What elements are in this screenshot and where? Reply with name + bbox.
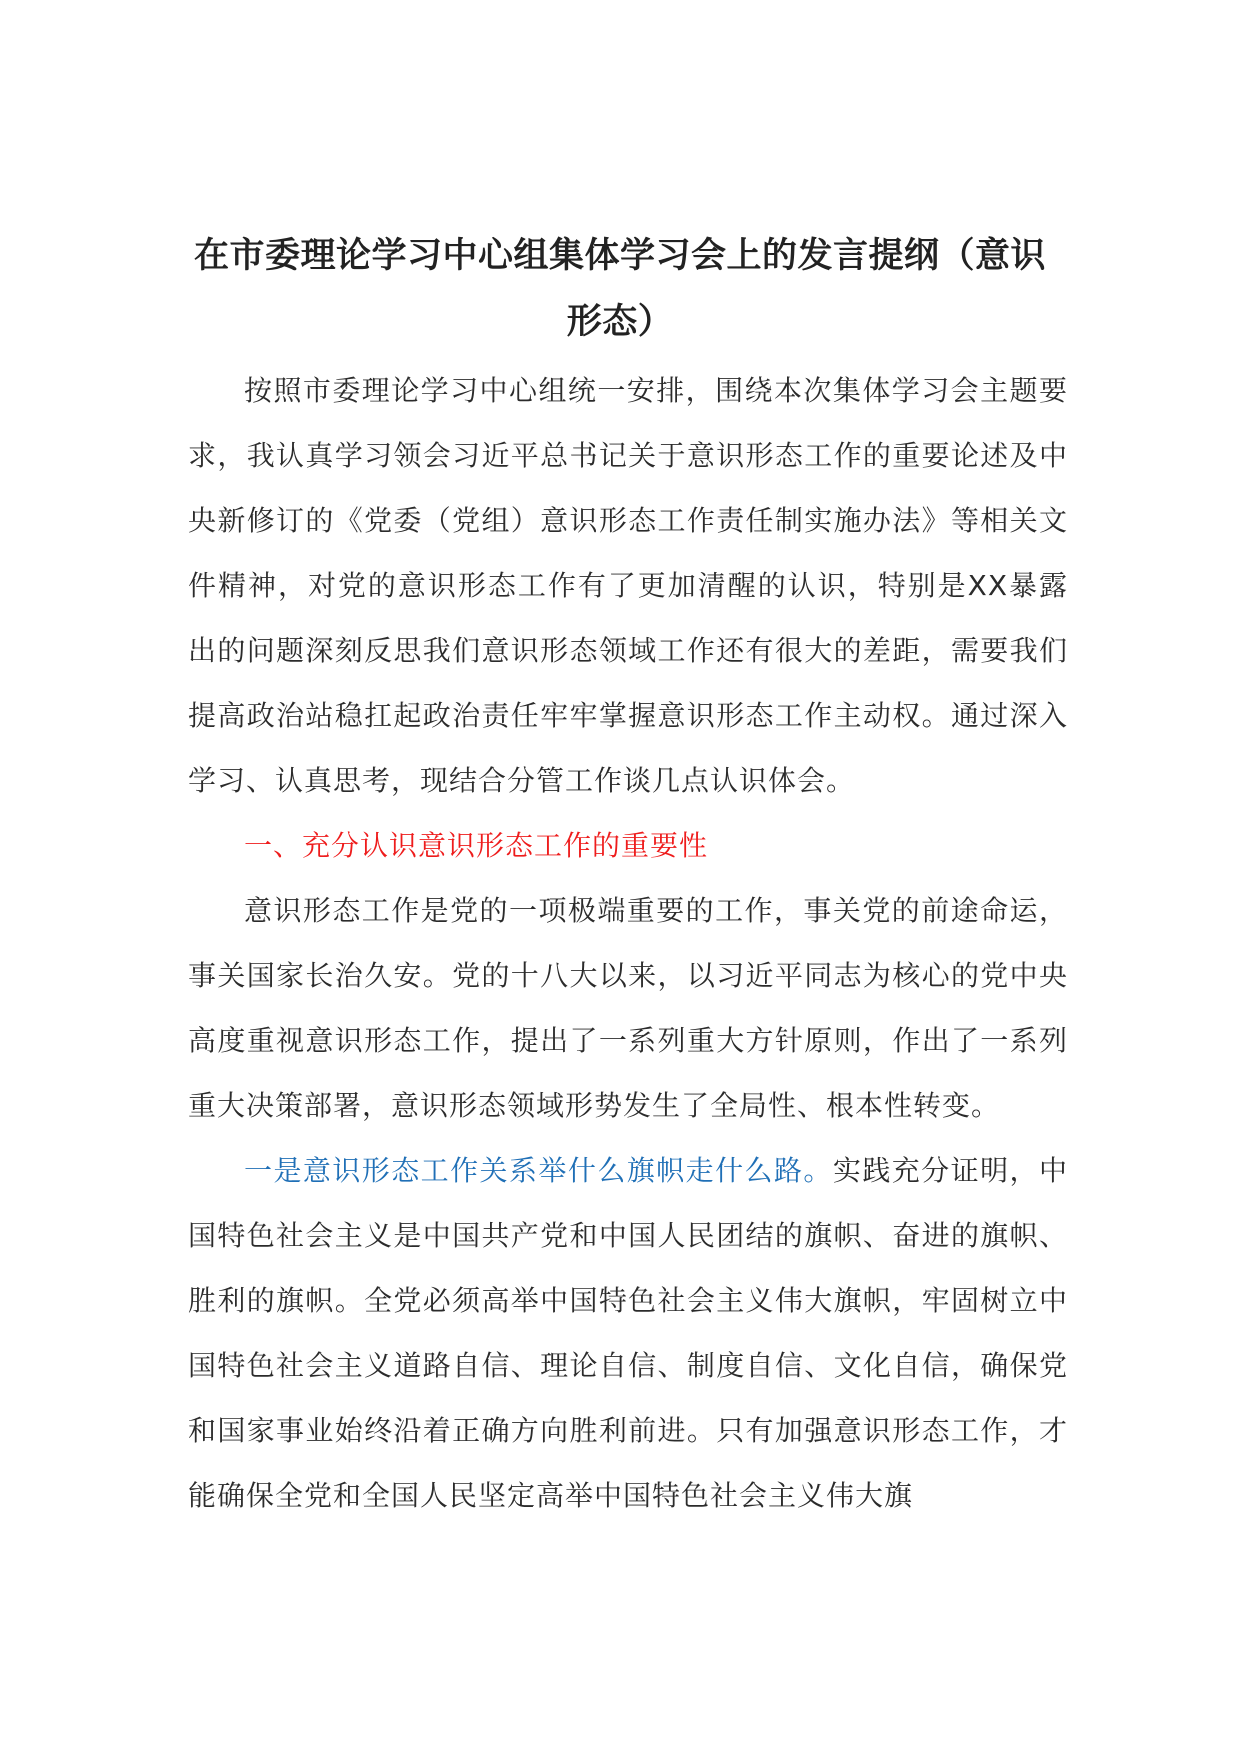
point-lead-1: 一是意识形态工作关系举什么旗帜走什么路。 [244, 1154, 833, 1187]
section-heading-1: 一、充分认识意识形态工作的重要性 [244, 829, 709, 862]
section-paragraph-1: 意识形态工作是党的一项极端重要的工作，事关党的前途命运，事关国家长治久安。党的十八大以来，以习近平同志为核心的党中央高度重视意识形态工作，提出了一系列重大方针原则，作出了一系列重大决策部署，意识形态领域形势发生了全局性、根本性转变。 [188, 894, 1068, 1122]
intro-paragraph: 按照市委理论学习中心组统一安排，围绕本次集体学习会主题要求，我认真学习领会习近平总书记关于意识形态工作的重要论述及中央新修订的《党委（党组）意识形态工作责任制实施办法》等相关文件精神，对党的意识形态工作有了更加清醒的认识，特别是XX暴露出的问题深刻反思我们意识形态领域工作还有很大的差距，需要我们提高政治站稳扛起政治责任牢牢掌握意识形态工作主动权。通过深入学习、认真思考，现结合分管工作谈几点认识体会。 [188, 374, 1068, 797]
point-paragraph-1 [188, 1138, 1068, 1528]
document-body [188, 358, 1068, 1528]
document-title: 在市委理论学习中心组集体学习会上的发言提纲（意识形态） [193, 236, 1046, 343]
point-text-1: 实践充分证明，中国特色社会主义是中国共产党和中国人民团结的旗帜、奋进的旗帜、胜利的旗帜。全党必须高举中国特色社会主义伟大旗帜，牢固树立中国特色社会主义道路自信、理论自信、制度自信、文化自信，确保党和国家事业始终沿着正确方向胜利前进。只有加强意识形态工作，才能确保全党和全国人民坚定高举中国特色社会主义伟大旗 [188, 1154, 1068, 1512]
